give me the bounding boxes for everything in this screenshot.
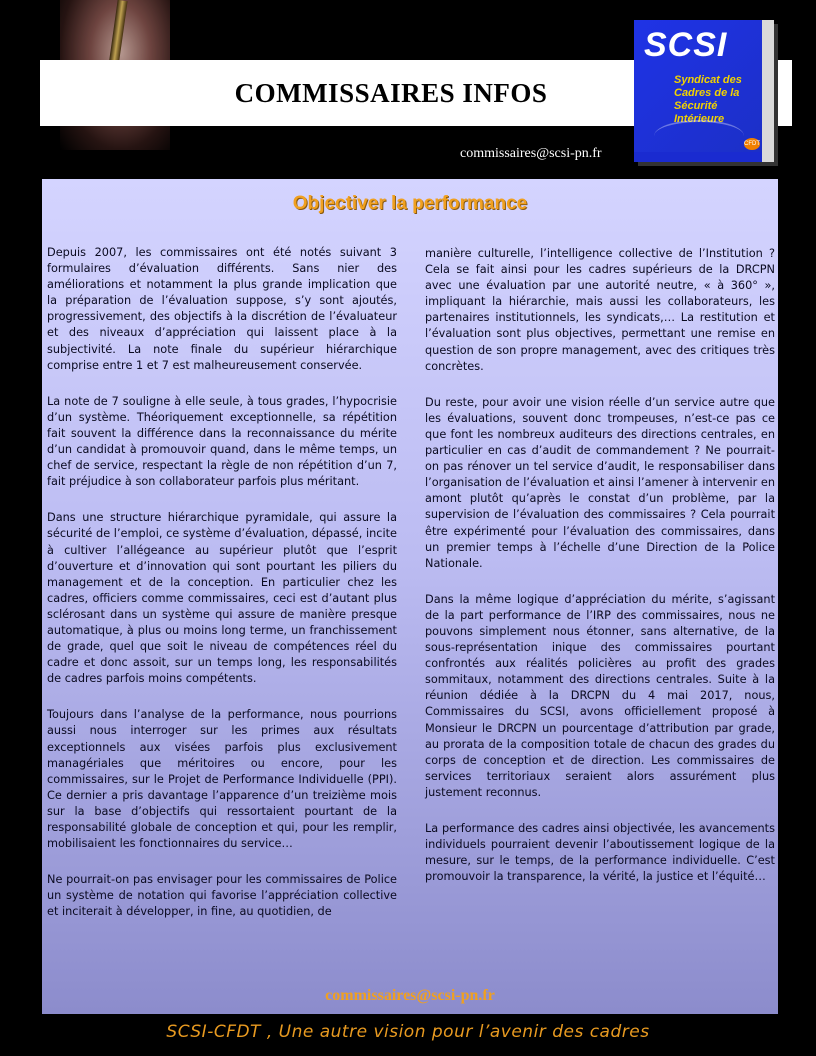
paragraph: Ne pourrait-on pas envisager pour les commissaires de Police un système de notation qui favorise l’appréciation collective et inciterait à développer, in fine, au quotidien, de [47, 873, 397, 919]
footer-tagline: SCSI-CFDT , Une autre vision pour l’avenir des cadres [166, 1022, 650, 1042]
paragraph: La note de 7 souligne à elle seule, à tous grades, l’hypocrisie d’un système. Théoriquement exceptionnelle, sa répétition fait souvent la différence dans la reconnaissance du mérite d’un candidat à promouvoir quand, dans le même temps, un chef de service, respectant la règle de non répétition d’un 7, fait préjudice à son collaborateur parfois plus méritant. [47, 394, 397, 489]
paragraph: Toujours dans l’analyse de la performance, nous pourrions aussi nous interroger sur les primes aux résultats exceptionnels aux visées parfois plus exclusivement managériales que méritoires ou encore, pour les commissaires, sur le Projet de Performance Individuelle (PPI). Ce dernier a pris davantage l’apparence d’un treizième mois sur la base d’objectifs qui ressortaient pourtant de la responsabilité globale de conception et qui, pour les remplir, mobilisaient les fonctionnaires du service… [47, 708, 397, 851]
logo-name: SCSI [644, 26, 728, 64]
paragraph: manière culturelle, l’intelligence collective de l’Institution ? Cela se fait ainsi pour les cadres supérieurs de la DRCPN avec une évaluation par une autorité neutre, « à 360° », impliquant la hiérarchie, mais aussi les collaborateurs, les partenaires institutionnels, les syndicats,… La restitution et l’évaluation sont plus objectives, permettant une remise en question de son propre management, avec des critiques très concrètes. [425, 247, 775, 373]
article-panel [42, 179, 778, 1014]
article-title: Objectiver la performance [292, 193, 528, 214]
left-column [47, 245, 397, 940]
paragraph: Dans la même logique d’appréciation du mérite, s’agissant de la part performance de l’IRP des commissaires, nous ne pouvons simplement nous étonner, sans alternative, de la sous-représentation inique des commissaires pourtant confrontés aux réalités policières au profit des grades sommitaux, notamment des directions centrales. Suite à la réunion dédiée à la DRCPN du 4 mai 2017, nous, Commissaires du SCSI, avons officiellement proposé à Monsieur le DRCPN un pourcentage d’attribution par grade, au prorata de la composition totale de chacun des grades du corps de conception et de direction. Les commissaires de services territoriaux seraient alors assurément plus justement reconnus. [425, 592, 775, 799]
logo-subtitle: Syndicat des Cadres de la Sécurité Intérieure [674, 74, 742, 125]
header-email: commissaires@scsi-pn.fr [460, 146, 602, 161]
scsi-logo [634, 20, 774, 162]
logo-edge [762, 20, 774, 162]
paragraph: Dans une structure hiérarchique pyramidale, qui assure la sécurité de l’emploi, ce système d’évaluation, dépassé, incite à cultiver l’allégeance au supérieur plutôt que l’esprit d’ouverture et d’innovation qui sont pourtant les piliers du management et de la conception. En particulier chez les cadres, officiers comme commissaires, ceci est d’autant plus sclérosant dans un système qui assure de manière presque automatique, à plus ou moins long terme, un franchissement de grade, quel que soit le niveau de compétences réel du cadre et donc assoit, sur un temps long, les responsabilités de cadres parfois moins compétents. [47, 511, 397, 686]
paragraph: Depuis 2007, les commissaires ont été notés suivant 3 formulaires d’évaluation différents. Sans nier des améliorations et notamment la plus grande implication que la préparation de l’évaluation suppose, s’y sont ajoutés, progressivement, des objectifs à la discrétion de l’évaluateur et des niveaux d’appréciation qui laissent place à la subjectivité. La note finale du supérieur hiérarchique comprise entre 1 et 7 est malheureusement conservée. [47, 246, 397, 372]
newsletter-title: COMMISSAIRES INFOS [234, 77, 548, 108]
paragraph: La performance des cadres ainsi objectivée, les avancements individuels pourraient devenir l’aboutissement logique de la mesure, sur le temps, de la performance individuelle. C’est promouvoir la transparence, la vérité, la justice et l’équité… [425, 822, 775, 884]
cfdt-badge: CFDT [744, 138, 760, 150]
footer-email-link[interactable]: commissaires@scsi-pn.fr [325, 987, 495, 1004]
paragraph: Du reste, pour avoir une vision réelle d’un service autre que les évaluations, souvent donc trompeuses, n’est-ce pas ce que font les nombreux auditeurs des directions centrales, en particulier en cas d’audit de commandement ? Ne pourrait-on pas rénover un tel service d’audit, le responsabiliser dans l’organisation de l’évaluation et ainsi l’amener à intervenir en amont plutôt qu’après le constat d’un problème, par la supervision de l’évaluation des commissaires ? Cela pourrait être expérimenté pour l’évaluation des commissaires, dans un premier temps à l’échelle d’une Direction de la Police Nationale. [425, 395, 775, 570]
logo-arc-icon [654, 120, 744, 152]
right-column [425, 246, 775, 905]
